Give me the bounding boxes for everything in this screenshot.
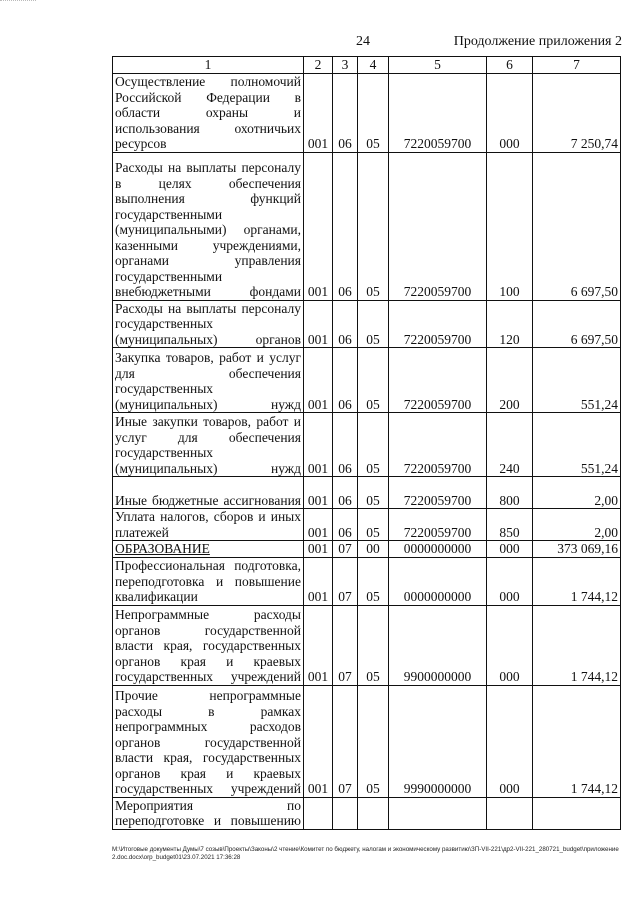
expense-type-cell: 000 <box>487 605 533 685</box>
amount-cell: 2,00 <box>533 477 621 509</box>
section-code-cell: 07 <box>333 541 358 558</box>
table-row <box>113 605 621 685</box>
table-row <box>113 541 621 558</box>
expense-type-cell: 000 <box>487 685 533 797</box>
subsection-code-cell: 05 <box>358 605 389 685</box>
column-number-row <box>113 57 621 74</box>
table-row <box>113 797 621 829</box>
column-header: 5 <box>389 57 487 74</box>
target-article-cell: 0000000000 <box>389 541 487 558</box>
section-code-cell <box>333 797 358 829</box>
expense-type-cell <box>487 797 533 829</box>
expense-name-cell: Осуществление полномочий Российской Федерации в области охраны и использования охотничьих ресурсов <box>113 73 304 152</box>
expense-name-cell: Уплата налогов, сборов и иных платежей <box>113 509 304 541</box>
ministry-code-cell: 001 <box>304 300 333 348</box>
table-row <box>113 413 621 477</box>
amount-cell <box>533 797 621 829</box>
expense-type-cell: 120 <box>487 300 533 348</box>
document-file-path: М:\Итоговые документы Думы\7 созыв\Проекты\Законы\2 чтение\Комитет по бюджету, налогам и экономическому развитию\ЗП-VII-221\др2-VII-221_280721_budget\приложение 2.doc.docx\orp_budget01\23.07.2021 17:36:28 <box>112 846 619 861</box>
expense-type-cell: 000 <box>487 557 533 605</box>
ministry-code-cell: 001 <box>304 152 333 300</box>
target-article-cell <box>389 797 487 829</box>
column-header: 1 <box>113 57 304 74</box>
budget-table <box>112 56 621 830</box>
subsection-code-cell: 05 <box>358 509 389 541</box>
amount-cell: 551,24 <box>533 413 621 477</box>
amount-cell: 373 069,16 <box>533 541 621 558</box>
subsection-code-cell: 05 <box>358 477 389 509</box>
expense-name-cell: Иные закупки товаров, работ и услуг для обеспечения государственных (муниципальных) нужд <box>113 413 304 477</box>
expense-type-cell: 240 <box>487 413 533 477</box>
amount-cell: 1 744,12 <box>533 605 621 685</box>
table-row <box>113 152 621 300</box>
subsection-code-cell: 05 <box>358 557 389 605</box>
section-code-cell: 07 <box>333 685 358 797</box>
amount-cell: 7 250,74 <box>533 73 621 152</box>
target-article-cell: 0000000000 <box>389 557 487 605</box>
ministry-code-cell: 001 <box>304 541 333 558</box>
ministry-code-cell: 001 <box>304 605 333 685</box>
subsection-code-cell: 05 <box>358 348 389 413</box>
column-header: 4 <box>358 57 389 74</box>
amount-cell: 2,00 <box>533 509 621 541</box>
expense-name-cell: Расходы на выплаты персоналу в целях обеспечения выполнения функций государственными (муниципальными) органами, казенными учреждениями, органами управления государственными внебюджетными фондами <box>113 152 304 300</box>
target-article-cell: 7220059700 <box>389 152 487 300</box>
subsection-code-cell: 00 <box>358 541 389 558</box>
column-header: 7 <box>533 57 621 74</box>
scan-margin-mark <box>0 0 36 5</box>
column-header: 2 <box>304 57 333 74</box>
table-row <box>113 73 621 152</box>
expense-type-cell: 000 <box>487 541 533 558</box>
target-article-cell: 7220059700 <box>389 477 487 509</box>
ministry-code-cell <box>304 797 333 829</box>
section-code-cell: 07 <box>333 557 358 605</box>
ministry-code-cell: 001 <box>304 685 333 797</box>
table-row <box>113 685 621 797</box>
expense-name-cell: Закупка товаров, работ и услуг для обеспечения государственных (муниципальных) нужд <box>113 348 304 413</box>
target-article-cell: 7220059700 <box>389 348 487 413</box>
subsection-code-cell: 05 <box>358 73 389 152</box>
section-code-cell: 06 <box>333 348 358 413</box>
expense-name-cell: Мероприятия по переподготовке и повышению <box>113 797 304 829</box>
target-article-cell: 7220059700 <box>389 300 487 348</box>
subsection-code-cell: 05 <box>358 300 389 348</box>
ministry-code-cell: 001 <box>304 73 333 152</box>
expense-name-cell: Иные бюджетные ассигнования <box>113 477 304 509</box>
expense-name-cell: Прочие непрограммные расходы в рамках непрограммных расходов органов государственной власти края, государственных органов края и краевых государственных учреждений <box>113 685 304 797</box>
target-article-cell: 9990000000 <box>389 685 487 797</box>
expense-type-cell: 100 <box>487 152 533 300</box>
ministry-code-cell: 001 <box>304 413 333 477</box>
amount-cell: 551,24 <box>533 348 621 413</box>
section-code-cell: 06 <box>333 509 358 541</box>
expense-type-cell: 850 <box>487 509 533 541</box>
ministry-code-cell: 001 <box>304 477 333 509</box>
table-row <box>113 477 621 509</box>
expense-name-cell: Расходы на выплаты персоналу государственных (муниципальных) органов <box>113 300 304 348</box>
subsection-code-cell: 05 <box>358 685 389 797</box>
target-article-cell: 7220059700 <box>389 73 487 152</box>
amount-cell: 6 697,50 <box>533 300 621 348</box>
expense-type-cell: 000 <box>487 73 533 152</box>
subsection-code-cell: 05 <box>358 413 389 477</box>
appendix-continuation-title: Продолжение приложения 2 <box>453 34 622 49</box>
expense-type-cell: 800 <box>487 477 533 509</box>
section-code-cell: 06 <box>333 73 358 152</box>
expense-name-cell: ОБРАЗОВАНИЕ <box>113 541 304 558</box>
page-number: 24 <box>356 34 370 49</box>
expense-type-cell: 200 <box>487 348 533 413</box>
target-article-cell: 7220059700 <box>389 413 487 477</box>
amount-cell: 6 697,50 <box>533 152 621 300</box>
table-row <box>113 509 621 541</box>
subsection-code-cell: 05 <box>358 152 389 300</box>
ministry-code-cell: 001 <box>304 348 333 413</box>
expense-name-cell: Профессиональная подготовка, переподготовка и повышение квалификации <box>113 557 304 605</box>
section-code-cell: 06 <box>333 152 358 300</box>
expense-name-cell: Непрограммные расходы органов государственной власти края, государственных органов края и краевых государственных учреждений <box>113 605 304 685</box>
section-code-cell: 06 <box>333 300 358 348</box>
ministry-code-cell: 001 <box>304 557 333 605</box>
column-header: 6 <box>487 57 533 74</box>
table-row <box>113 300 621 348</box>
ministry-code-cell: 001 <box>304 509 333 541</box>
table-row <box>113 348 621 413</box>
section-code-cell: 07 <box>333 605 358 685</box>
target-article-cell: 7220059700 <box>389 509 487 541</box>
target-article-cell: 9900000000 <box>389 605 487 685</box>
table-row <box>113 557 621 605</box>
amount-cell: 1 744,12 <box>533 685 621 797</box>
column-header: 3 <box>333 57 358 74</box>
section-code-cell: 06 <box>333 477 358 509</box>
amount-cell: 1 744,12 <box>533 557 621 605</box>
subsection-code-cell <box>358 797 389 829</box>
section-code-cell: 06 <box>333 413 358 477</box>
